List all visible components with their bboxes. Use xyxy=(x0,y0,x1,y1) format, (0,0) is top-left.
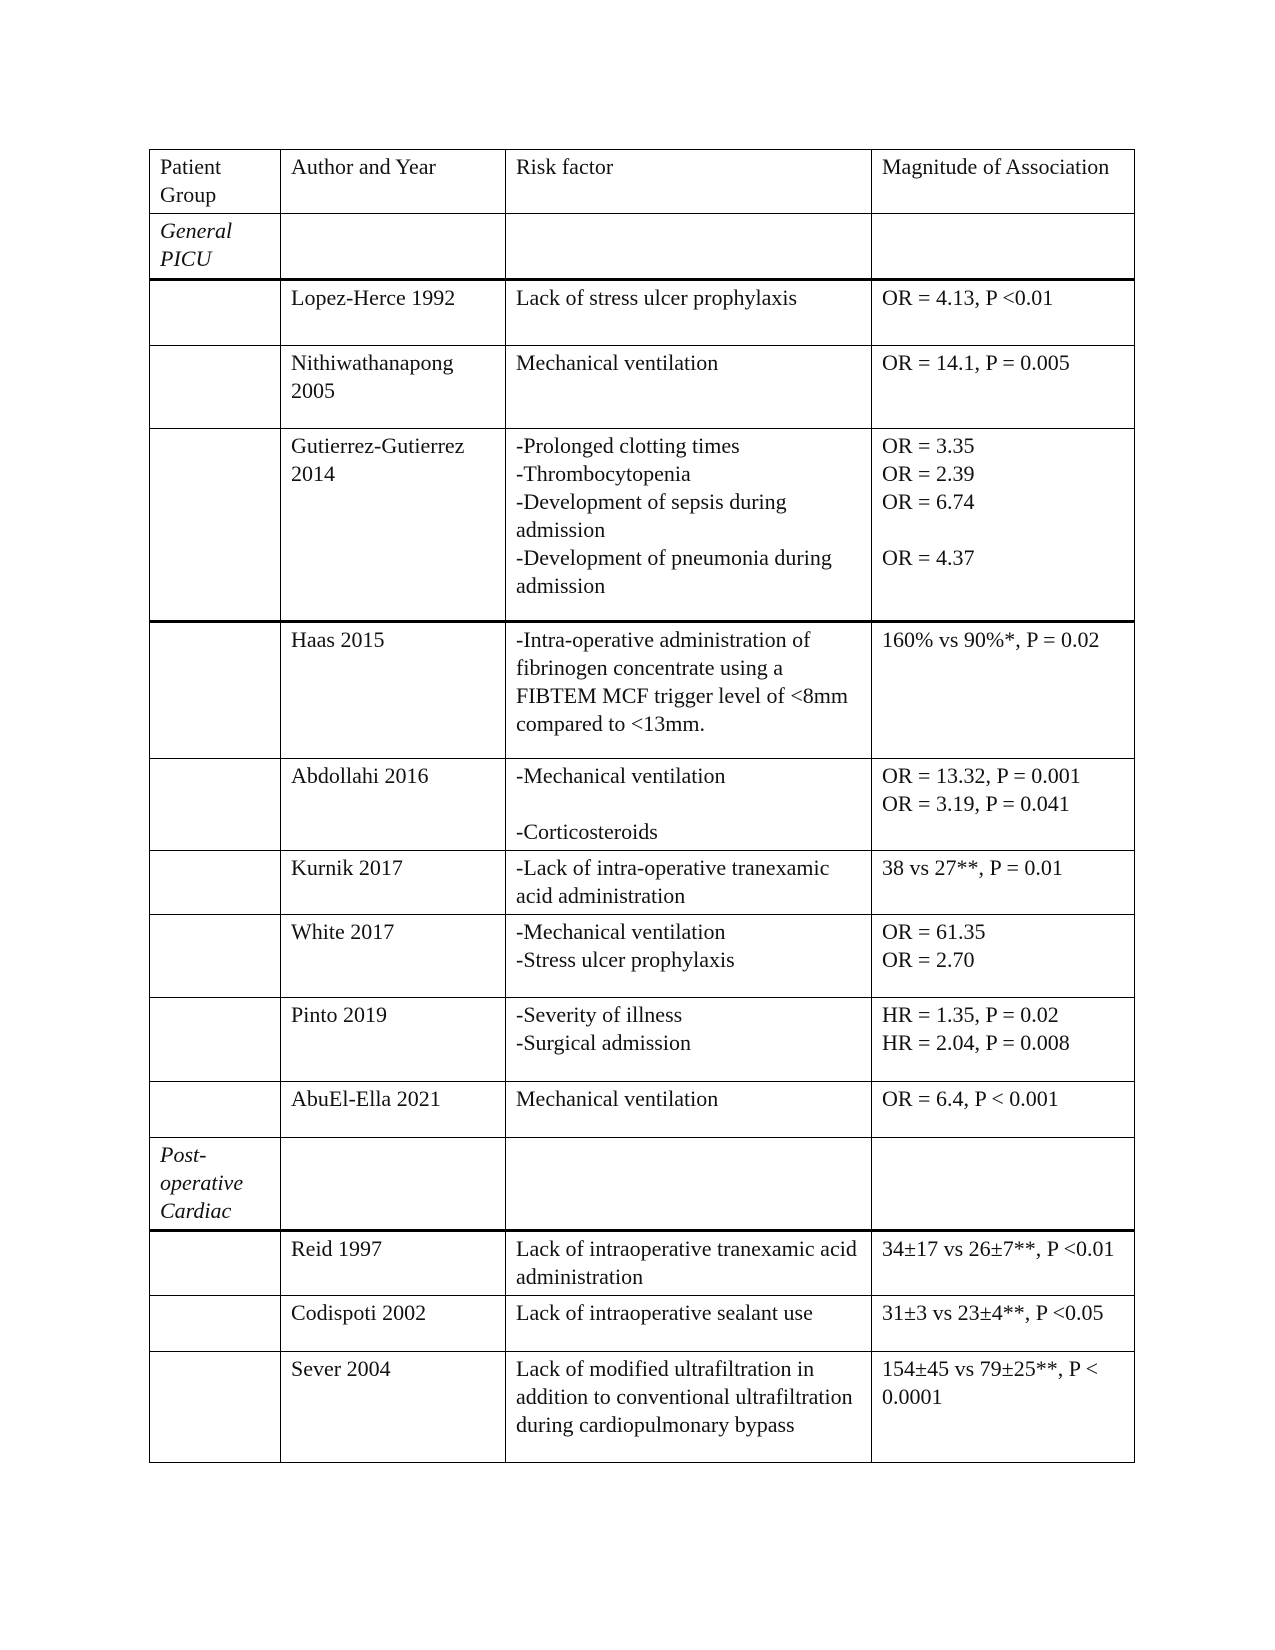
magnitude-cell-line: 31±3 vs 23±4**, P <0.05 xyxy=(882,1300,1104,1325)
magnitude-cell xyxy=(872,1352,1135,1463)
empty-cell xyxy=(150,1352,281,1463)
empty-cell xyxy=(150,998,281,1082)
risk-factor-cell xyxy=(506,1082,872,1138)
empty-cell xyxy=(872,214,1135,280)
magnitude-cell xyxy=(872,346,1135,429)
risk-factor-cell xyxy=(506,759,872,851)
patient-group-label: Post-operative Cardiac xyxy=(150,1138,281,1231)
header-author-year: Author and Year xyxy=(281,150,506,214)
risk-factor-cell-line: Lack of modified ultrafiltration in addition to conventional ultrafiltration during cardiopulmonary bypass xyxy=(516,1356,853,1437)
empty-cell xyxy=(281,214,506,280)
empty-cell xyxy=(150,1082,281,1138)
magnitude-cell-line: OR = 6.74 xyxy=(882,489,975,514)
risk-factor-cell-line: -Development of sepsis during admission xyxy=(516,489,787,542)
risk-factor-cell-line: -Mechanical ventilation xyxy=(516,763,726,788)
magnitude-cell-line: OR = 14.1, P = 0.005 xyxy=(882,350,1070,375)
risk-factor-cell xyxy=(506,622,872,759)
risk-factor-cell-line: -Stress ulcer prophylaxis xyxy=(516,947,735,972)
empty-cell xyxy=(506,1138,872,1231)
risk-factor-cell xyxy=(506,429,872,622)
empty-cell xyxy=(150,851,281,915)
empty-cell xyxy=(150,622,281,759)
risk-factor-cell-line: -Corticosteroids xyxy=(516,819,658,844)
risk-factor-cell-line: -Severity of illness xyxy=(516,1002,683,1027)
risk-factor-table xyxy=(149,149,1135,1463)
header-magnitude: Magnitude of Association xyxy=(872,150,1135,214)
author-year-cell: White 2017 xyxy=(281,915,506,998)
magnitude-cell xyxy=(872,280,1135,346)
risk-factor-cell xyxy=(506,280,872,346)
table-row xyxy=(150,346,1135,429)
empty-cell xyxy=(506,214,872,280)
header-patient-group: Patient Group xyxy=(150,150,281,214)
risk-factor-cell xyxy=(506,998,872,1082)
magnitude-cell-line: OR = 6.4, P < 0.001 xyxy=(882,1086,1059,1111)
risk-factor-cell-line: -Surgical admission xyxy=(516,1030,691,1055)
risk-factor-cell-line: Lack of intraoperative tranexamic acid administration xyxy=(516,1236,857,1289)
risk-factor-cell-line: Mechanical ventilation xyxy=(516,1086,719,1111)
table-row xyxy=(150,1231,1135,1296)
magnitude-cell xyxy=(872,759,1135,851)
magnitude-cell-line xyxy=(882,516,1124,544)
empty-cell xyxy=(281,1138,506,1231)
magnitude-cell-line: OR = 4.37 xyxy=(882,545,975,570)
author-year-cell: Pinto 2019 xyxy=(281,998,506,1082)
empty-cell xyxy=(150,1296,281,1352)
table-body xyxy=(150,150,1135,1463)
table-row xyxy=(150,622,1135,759)
magnitude-cell xyxy=(872,1296,1135,1352)
magnitude-cell xyxy=(872,851,1135,915)
magnitude-cell xyxy=(872,998,1135,1082)
author-year-cell: Sever 2004 xyxy=(281,1352,506,1463)
risk-factor-cell xyxy=(506,1296,872,1352)
table-row xyxy=(150,759,1135,851)
author-year-cell: Lopez-Herce 1992 xyxy=(281,280,506,346)
magnitude-cell-line: 38 vs 27**, P = 0.01 xyxy=(882,855,1063,880)
risk-factor-cell-line: -Mechanical ventilation xyxy=(516,919,726,944)
risk-factor-cell-line: Mechanical ventilation xyxy=(516,350,719,375)
magnitude-cell-line: OR = 2.70 xyxy=(882,947,975,972)
magnitude-cell-line: OR = 3.19, P = 0.041 xyxy=(882,791,1070,816)
table-row xyxy=(150,429,1135,622)
magnitude-cell-line: OR = 13.32, P = 0.001 xyxy=(882,763,1081,788)
table-row xyxy=(150,1296,1135,1352)
magnitude-cell xyxy=(872,622,1135,759)
author-year-cell: Nithiwathanapong 2005 xyxy=(281,346,506,429)
risk-factor-cell-line: -Development of pneumonia during admission xyxy=(516,545,832,598)
risk-factor-cell-line: -Prolonged clotting times xyxy=(516,433,740,458)
risk-factor-cell-line: -Lack of intra-operative tranexamic acid administration xyxy=(516,855,830,908)
author-year-cell: AbuEl-Ella 2021 xyxy=(281,1082,506,1138)
table-row xyxy=(150,280,1135,346)
empty-cell xyxy=(150,429,281,622)
magnitude-cell-line: OR = 61.35 xyxy=(882,919,986,944)
risk-factor-cell xyxy=(506,915,872,998)
table-row xyxy=(150,915,1135,998)
risk-factor-cell-line: -Intra-operative administration of fibrinogen concentrate using a FIBTEM MCF trigger level of <8mm compared to <13mm. xyxy=(516,627,848,736)
author-year-cell: Kurnik 2017 xyxy=(281,851,506,915)
magnitude-cell-line: OR = 2.39 xyxy=(882,461,975,486)
risk-factor-cell-line: Lack of intraoperative sealant use xyxy=(516,1300,813,1325)
magnitude-cell xyxy=(872,429,1135,622)
risk-factor-cell xyxy=(506,1231,872,1296)
table-row xyxy=(150,1352,1135,1463)
magnitude-cell-line: HR = 2.04, P = 0.008 xyxy=(882,1030,1070,1055)
author-year-cell: Reid 1997 xyxy=(281,1231,506,1296)
risk-factor-cell xyxy=(506,1352,872,1463)
author-year-cell: Abdollahi 2016 xyxy=(281,759,506,851)
magnitude-cell-line: 34±17 vs 26±7**, P <0.01 xyxy=(882,1236,1115,1261)
group-row xyxy=(150,1138,1135,1231)
magnitude-cell xyxy=(872,915,1135,998)
empty-cell xyxy=(150,759,281,851)
empty-cell xyxy=(150,346,281,429)
empty-cell xyxy=(150,915,281,998)
header-row xyxy=(150,150,1135,214)
table-row xyxy=(150,998,1135,1082)
risk-factor-cell-line: Lack of stress ulcer prophylaxis xyxy=(516,285,798,310)
magnitude-cell xyxy=(872,1231,1135,1296)
risk-factor-cell xyxy=(506,346,872,429)
header-risk-factor: Risk factor xyxy=(506,150,872,214)
risk-factor-cell-line: -Thrombocytopenia xyxy=(516,461,691,486)
group-row xyxy=(150,214,1135,280)
magnitude-cell-line: OR = 3.35 xyxy=(882,433,975,458)
risk-factor-cell-line xyxy=(516,790,861,818)
author-year-cell: Gutierrez-Gutierrez 2014 xyxy=(281,429,506,622)
magnitude-cell-line: HR = 1.35, P = 0.02 xyxy=(882,1002,1059,1027)
magnitude-cell-line: 154±45 vs 79±25**, P < 0.0001 xyxy=(882,1356,1099,1409)
table-row xyxy=(150,1082,1135,1138)
empty-cell xyxy=(150,1231,281,1296)
magnitude-cell xyxy=(872,1082,1135,1138)
patient-group-label: General PICU xyxy=(150,214,281,280)
risk-factor-cell xyxy=(506,851,872,915)
author-year-cell: Codispoti 2002 xyxy=(281,1296,506,1352)
author-year-cell: Haas 2015 xyxy=(281,622,506,759)
magnitude-cell-line: OR = 4.13, P <0.01 xyxy=(882,285,1054,310)
table-row xyxy=(150,851,1135,915)
magnitude-cell-line: 160% vs 90%*, P = 0.02 xyxy=(882,627,1100,652)
empty-cell xyxy=(872,1138,1135,1231)
empty-cell xyxy=(150,280,281,346)
